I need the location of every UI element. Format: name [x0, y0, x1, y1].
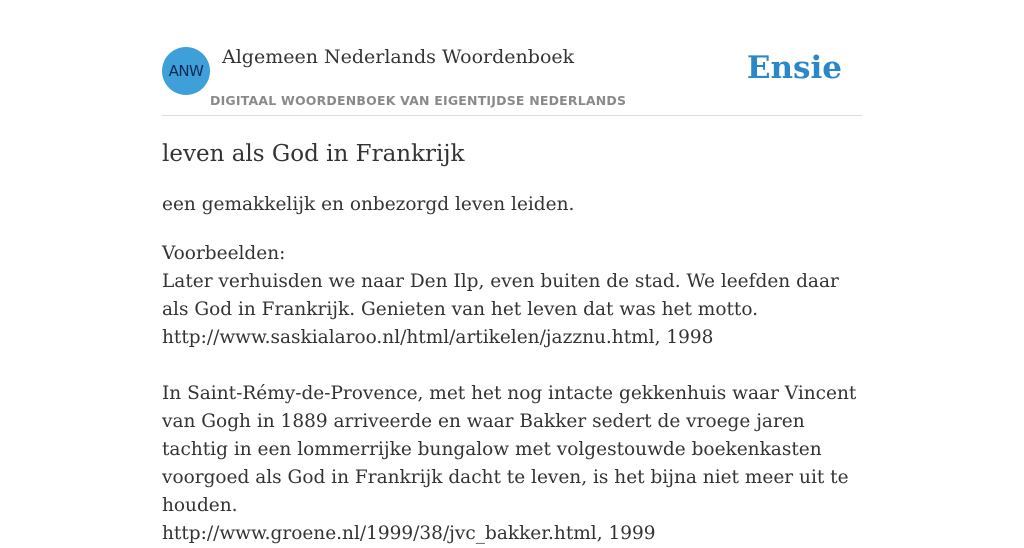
example-spacer — [162, 352, 862, 380]
ensie-brand-link[interactable]: Ensie — [746, 50, 842, 86]
header-divider — [162, 115, 862, 116]
example-text: Later verhuisden we naar Den Ilp, even buiten de stad. We leefden daar als God in Frankrijk. Genieten van het leven dat was het motto. — [162, 271, 839, 320]
examples-label: Voorbeelden: — [162, 243, 286, 264]
example-source: http://www.saskialaroo.nl/html/artikelen/jazznu.html, 1998 — [162, 327, 714, 348]
anw-logo[interactable]: ANW — [162, 47, 210, 95]
dictionary-title[interactable]: Algemeen Nederlands Woordenboek — [222, 46, 575, 68]
entry-definition: een gemakkelijk en onbezorgd leven leiden. — [162, 194, 575, 215]
entry-headword: leven als God in Frankrijk — [162, 141, 465, 167]
example-text: In Saint-Rémy-de-Provence, met het nog intacte gekkenhuis waar Vincent van Gogh in 1889 arriveerde en waar Bakker sedert de vroege jaren tachtig in een lommerrijke bungalow met volgestouwde boekenkasten voorgoed als God in Frankrijk dacht te leven, is het bijna niet meer uit te houden. — [162, 383, 857, 516]
dictionary-subtitle: DIGITAAL WOORDENBOEK VAN EIGENTIJDSE NEDERLANDS — [210, 93, 627, 108]
examples-section — [162, 240, 862, 548]
example-source: http://www.groene.nl/1999/38/jvc_bakker.html, 1999 — [162, 523, 656, 544]
